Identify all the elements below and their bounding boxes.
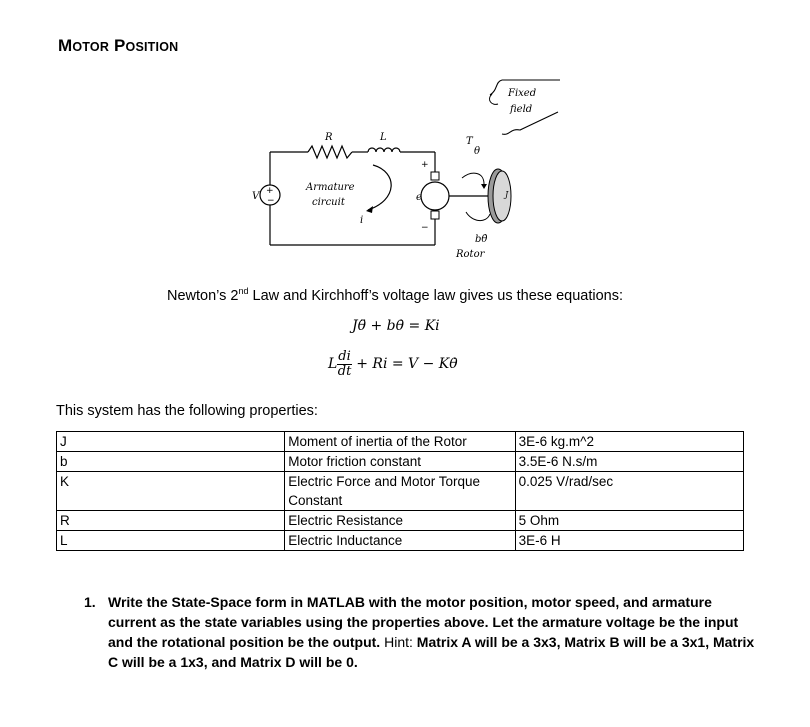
cell-description [285,472,515,511]
cell-description: Motor friction constant [285,452,515,472]
label-voltage: V [252,191,260,202]
eq2-numerator: di [338,349,351,364]
table-row [57,452,744,472]
source-minus: − [267,196,275,206]
question-text-2: Matrix A will be a 3x3, Matrix B will be a 3x1, Matrix C will be a 1x3, and Matrix D will be 0. [108,634,755,670]
question-number: 1. [84,594,96,610]
question-hint-label: Hint: [384,634,413,650]
cell-description: Electric Inductance [285,531,515,551]
motor-minus: − [421,223,429,233]
desc-line-2: Constant [288,493,343,508]
circuit-wires [270,152,435,245]
table-row [57,432,744,452]
label-current: i [360,215,364,226]
source-plus: + [266,186,274,196]
title-rest-osition: OSITION [125,40,179,54]
equation-kirchhoff [328,350,458,378]
cell-description: Electric Resistance [285,511,515,531]
cell-symbol: b [57,452,285,472]
motor-body [421,182,449,210]
table-row [57,531,744,551]
label-armature-1: Armature [306,182,355,193]
label-inductance: L [380,132,387,143]
resistor-symbol [308,146,352,158]
motor-diagram [240,60,560,270]
current-arrow-head [366,206,373,213]
question-text [108,592,760,672]
cell-value: 0.025 V/rad/sec [515,472,743,511]
label-theta: θ [474,146,481,157]
title-rest-otor: OTOR [72,40,110,54]
eq2-fraction [337,350,351,378]
motor-brush-bottom [431,211,439,219]
label-torque: T [466,136,473,147]
equation-newton: Jθ̈ + bθ̇ = Ki [352,318,440,334]
cell-symbol: K [57,472,285,511]
damping-arrow [466,212,490,221]
question-text-1: Write the State-Space form in MATLAB with the motor position, motor speed, and armature current as the state variables using the properties above. Let the armature voltage be the input and the rotational position be the output. [108,594,739,650]
label-fixed: Fixed [508,88,537,99]
table-row [57,511,744,531]
cell-value: 3.5E-6 N.s/m [515,452,743,472]
table-row [57,472,744,511]
label-inertia: J [505,190,509,199]
properties-lead: This system has the following properties: [56,403,318,419]
page-title [58,36,178,56]
motor-plus: + [421,160,429,170]
inductor-symbol [368,148,400,152]
label-rotor: Rotor [456,249,485,260]
motor-brush-top [431,172,439,180]
cell-symbol: L [57,531,285,551]
cell-value: 5 Ohm [515,511,743,531]
intro-part-2: Law and Kirchhoff’s voltage law gives us these equations: [248,287,624,304]
eq2-rest: + Ri = V − Kθ̇ [351,356,458,373]
intro-part-1: Newton’s 2 [167,287,239,304]
cell-symbol: J [57,432,285,452]
label-field: field [510,104,533,115]
current-arrow [368,165,391,210]
properties-table [56,431,744,551]
cell-value: 3E-6 H [515,531,743,551]
desc-line-1: Electric Force and Motor Torque [288,474,481,489]
torque-arrow [462,173,484,184]
question-1 [84,592,760,672]
eq2-inductance: L [328,356,338,373]
title-initial-p: P [114,36,126,55]
label-emf: e [416,192,422,203]
title-initial-m: M [58,36,73,55]
intro-text [167,286,623,304]
cell-value: 3E-6 kg.m^2 [515,432,743,452]
label-resistance: R [325,132,333,143]
label-armature-2: circuit [312,197,345,208]
intro-sup: nd [238,286,249,296]
label-damping: bθ̇ [475,234,488,245]
eq2-denominator: dt [337,363,352,379]
cell-symbol: R [57,511,285,531]
rotor-disk-face [493,171,511,221]
cell-description: Moment of inertia of the Rotor [285,432,515,452]
torque-arrow-head [481,184,487,189]
fixed-field-squiggle-2 [490,94,498,104]
